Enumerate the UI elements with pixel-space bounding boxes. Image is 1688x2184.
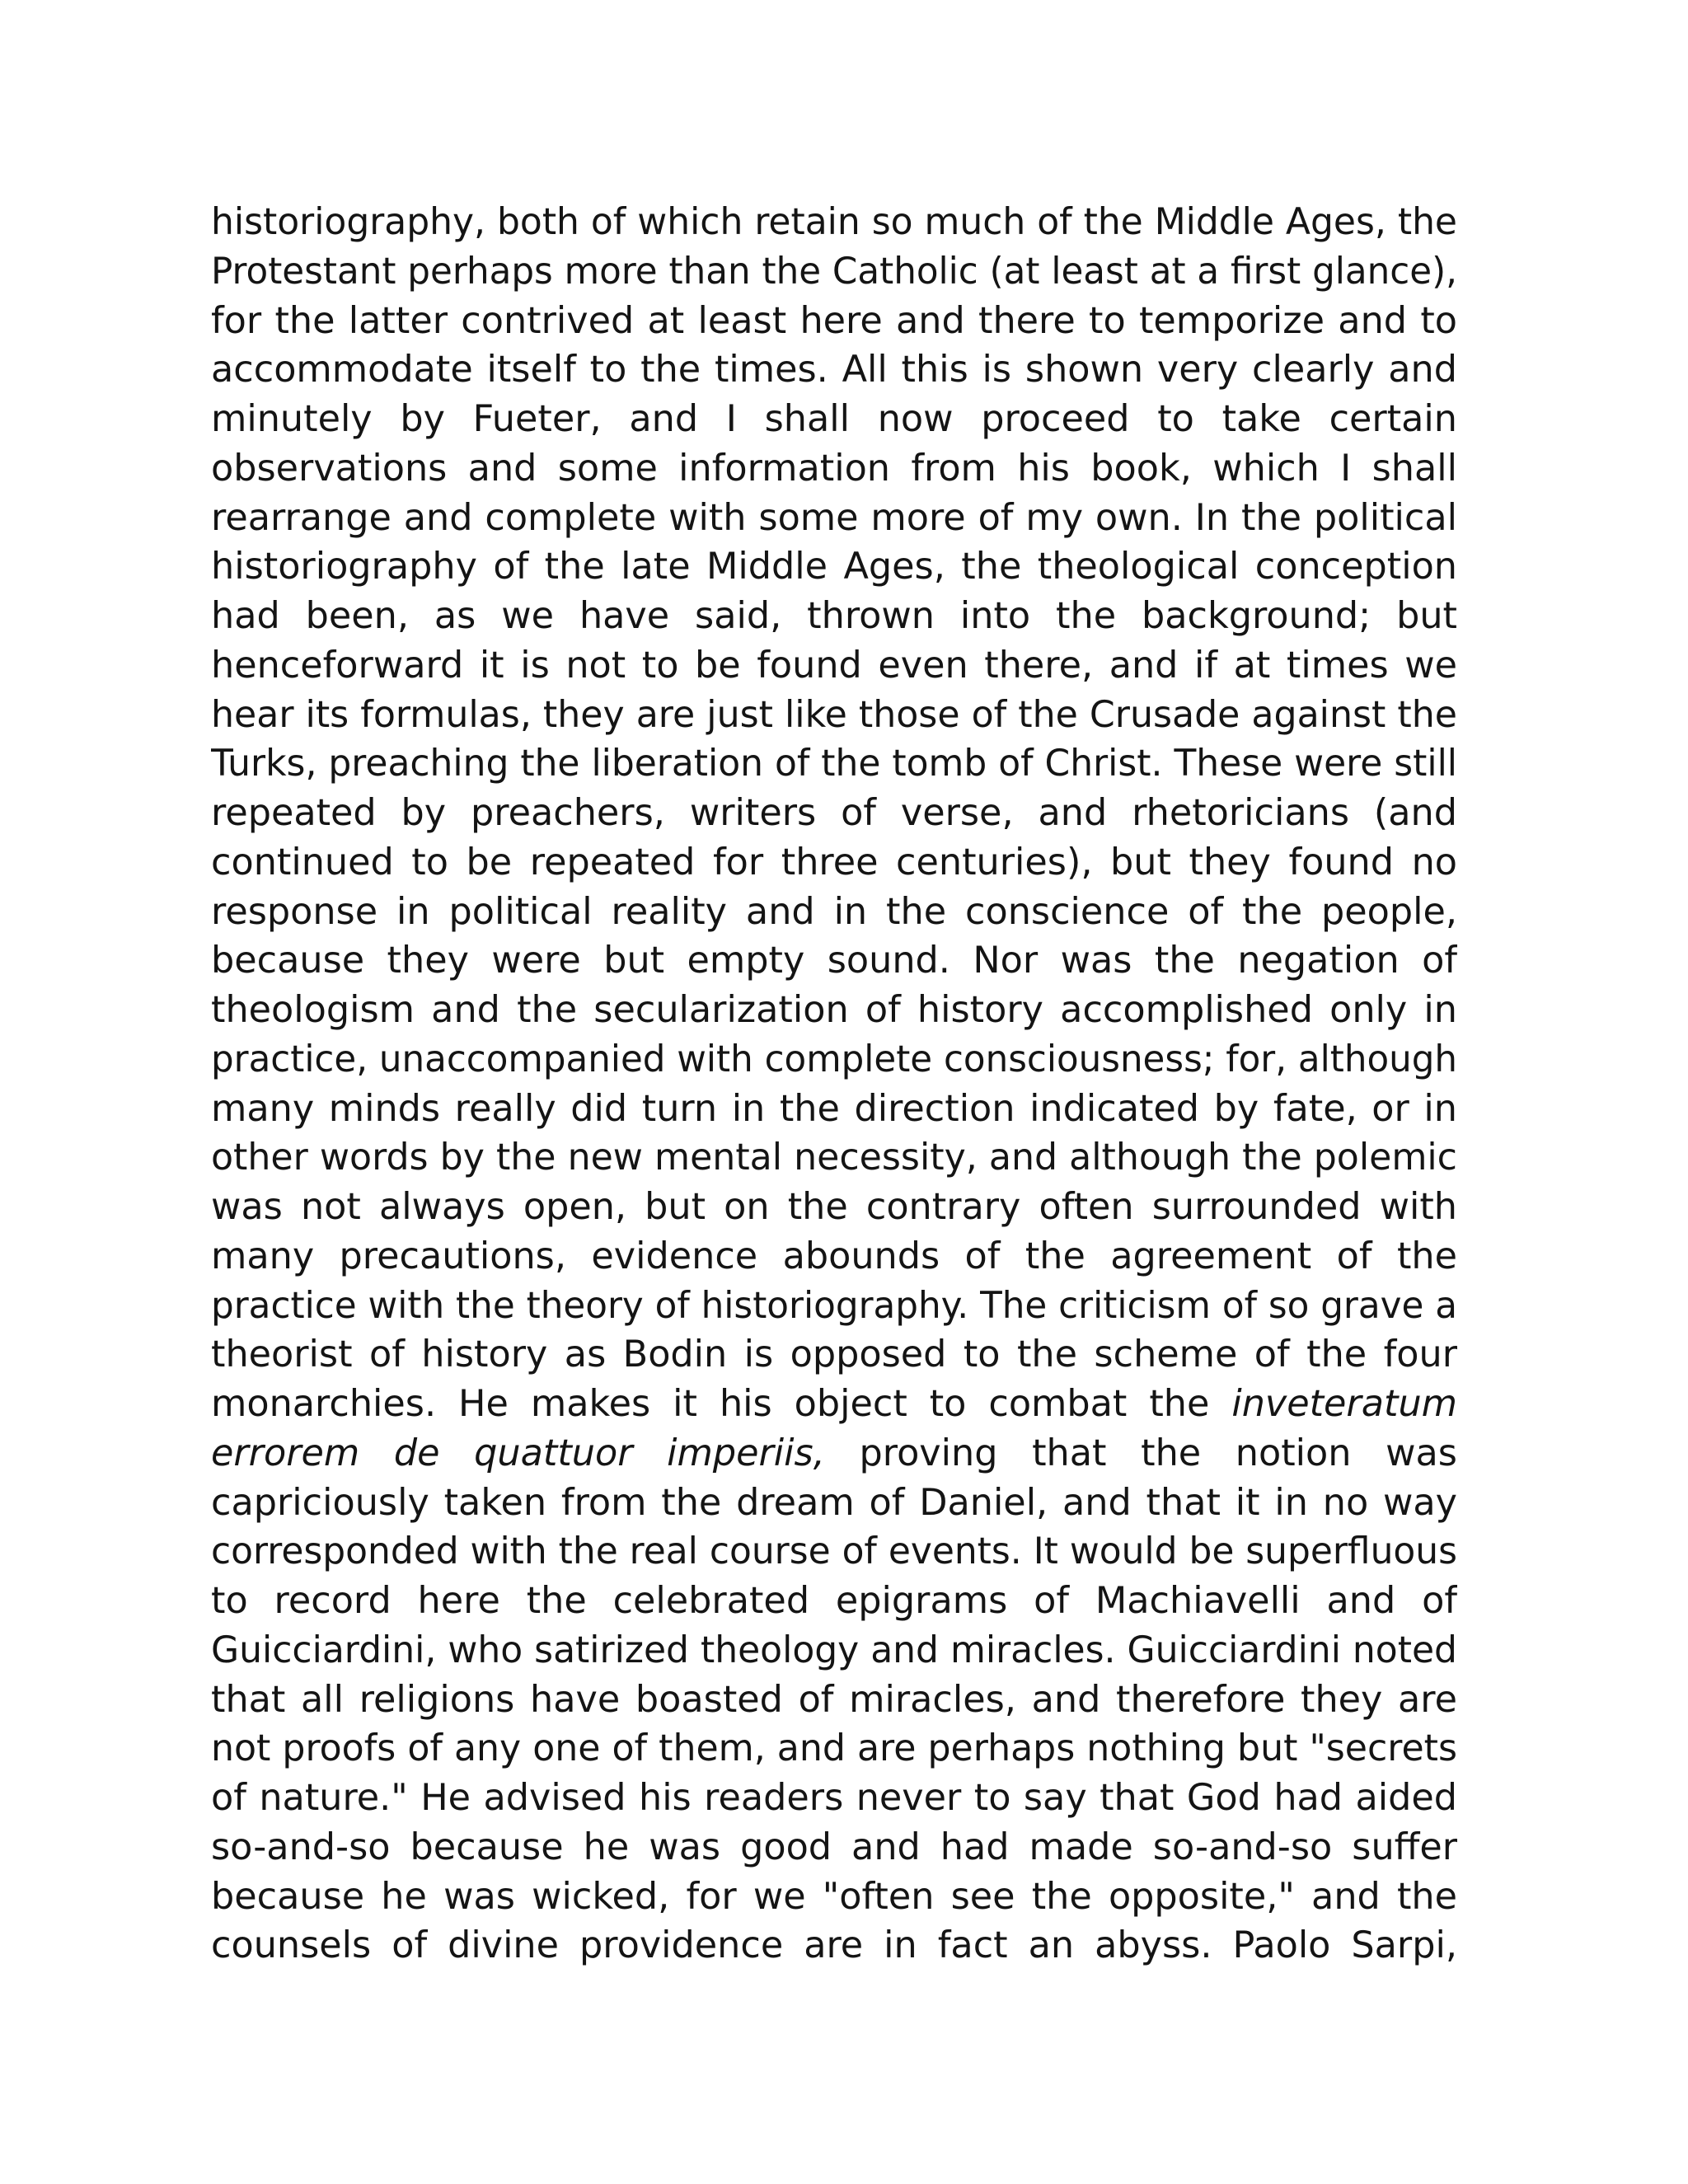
text-line: not proofs of any one of them, and are perhaps nothing but "secrets bbox=[211, 1727, 1457, 1770]
text-line: of nature." He advised his readers never to say that God had aided bbox=[211, 1777, 1457, 1819]
text-line: practice with the theory of historiography. The criticism of so grave a bbox=[211, 1284, 1457, 1327]
text-line: theorist of history as Bodin is opposed to the scheme of the four bbox=[211, 1333, 1457, 1376]
text-line: Protestant perhaps more than the Catholic (at least at a first glance), bbox=[211, 250, 1457, 293]
text-line: hear its formulas, they are just like those of the Crusade against the bbox=[211, 693, 1457, 736]
latin-phrase: errorem de quattuor imperiis, bbox=[211, 1432, 825, 1474]
text-line: monarchies. He makes it his object to combat the inveteratum bbox=[211, 1383, 1457, 1425]
text-line: other words by the new mental necessity, and although the polemic bbox=[211, 1137, 1457, 1179]
text-line: many precautions, evidence abounds of the agreement of the bbox=[211, 1235, 1457, 1277]
text-line: historiography, both of which retain so much of the Middle Ages, the bbox=[211, 201, 1457, 243]
text-line: response in political reality and in the conscience of the people, bbox=[211, 890, 1457, 933]
text-line: Turks, preaching the liberation of the tomb of Christ. These were still bbox=[211, 743, 1457, 785]
text-line: so-and-so because he was good and had made so-and-so suffer bbox=[211, 1825, 1457, 1868]
latin-phrase: inveteratum bbox=[1231, 1383, 1457, 1425]
text-line: counsels of divine providence are in fact an abyss. Paolo Sarpi, bbox=[211, 1924, 1457, 1967]
text-line: for the latter contrived at least here and there to temporize and to bbox=[211, 299, 1457, 342]
text-line: repeated by preachers, writers of verse, and rhetoricians (and bbox=[211, 792, 1457, 834]
text-line: because he was wicked, for we "often see the opposite," and the bbox=[211, 1875, 1457, 1918]
text-line: corresponded with the real course of events. It would be superfluous bbox=[211, 1530, 1457, 1573]
text-line: because they were but empty sound. Nor was the negation of bbox=[211, 940, 1457, 982]
text-line: historiography of the late Middle Ages, the theological conception bbox=[211, 546, 1457, 588]
text-line: had been, as we have said, thrown into the background; but bbox=[211, 595, 1457, 637]
text-line: continued to be repeated for three centuries), but they found no bbox=[211, 841, 1457, 883]
text-line: Guicciardini, who satirized theology and miracles. Guicciardini noted bbox=[211, 1629, 1457, 1671]
text-line: accommodate itself to the times. All this is shown very clearly and bbox=[211, 349, 1457, 391]
text-line: henceforward it is not to be found even there, and if at times we bbox=[211, 644, 1457, 687]
text-line: to record here the celebrated epigrams of Machiavelli and of bbox=[211, 1580, 1457, 1622]
text-line: practice, unaccompanied with complete consciousness; for, although bbox=[211, 1038, 1457, 1080]
text-line: was not always open, but on the contrary often surrounded with bbox=[211, 1186, 1457, 1228]
text-line: minutely by Fueter, and I shall now proceed to take certain bbox=[211, 398, 1457, 440]
text-line: rearrange and complete with some more of my own. In the political bbox=[211, 496, 1457, 539]
text-line: theologism and the secularization of history accomplished only in bbox=[211, 989, 1457, 1031]
text-line: many minds really did turn in the direction indicated by fate, or in bbox=[211, 1087, 1457, 1130]
text-line: that all religions have boasted of miracles, and therefore they are bbox=[211, 1678, 1457, 1721]
text-line: observations and some information from his book, which I shall bbox=[211, 447, 1457, 490]
text-line: capriciously taken from the dream of Daniel, and that it in no way bbox=[211, 1481, 1457, 1524]
body-text bbox=[211, 198, 1457, 1971]
text-line: errorem de quattuor imperiis, proving that the notion was bbox=[211, 1432, 1457, 1474]
